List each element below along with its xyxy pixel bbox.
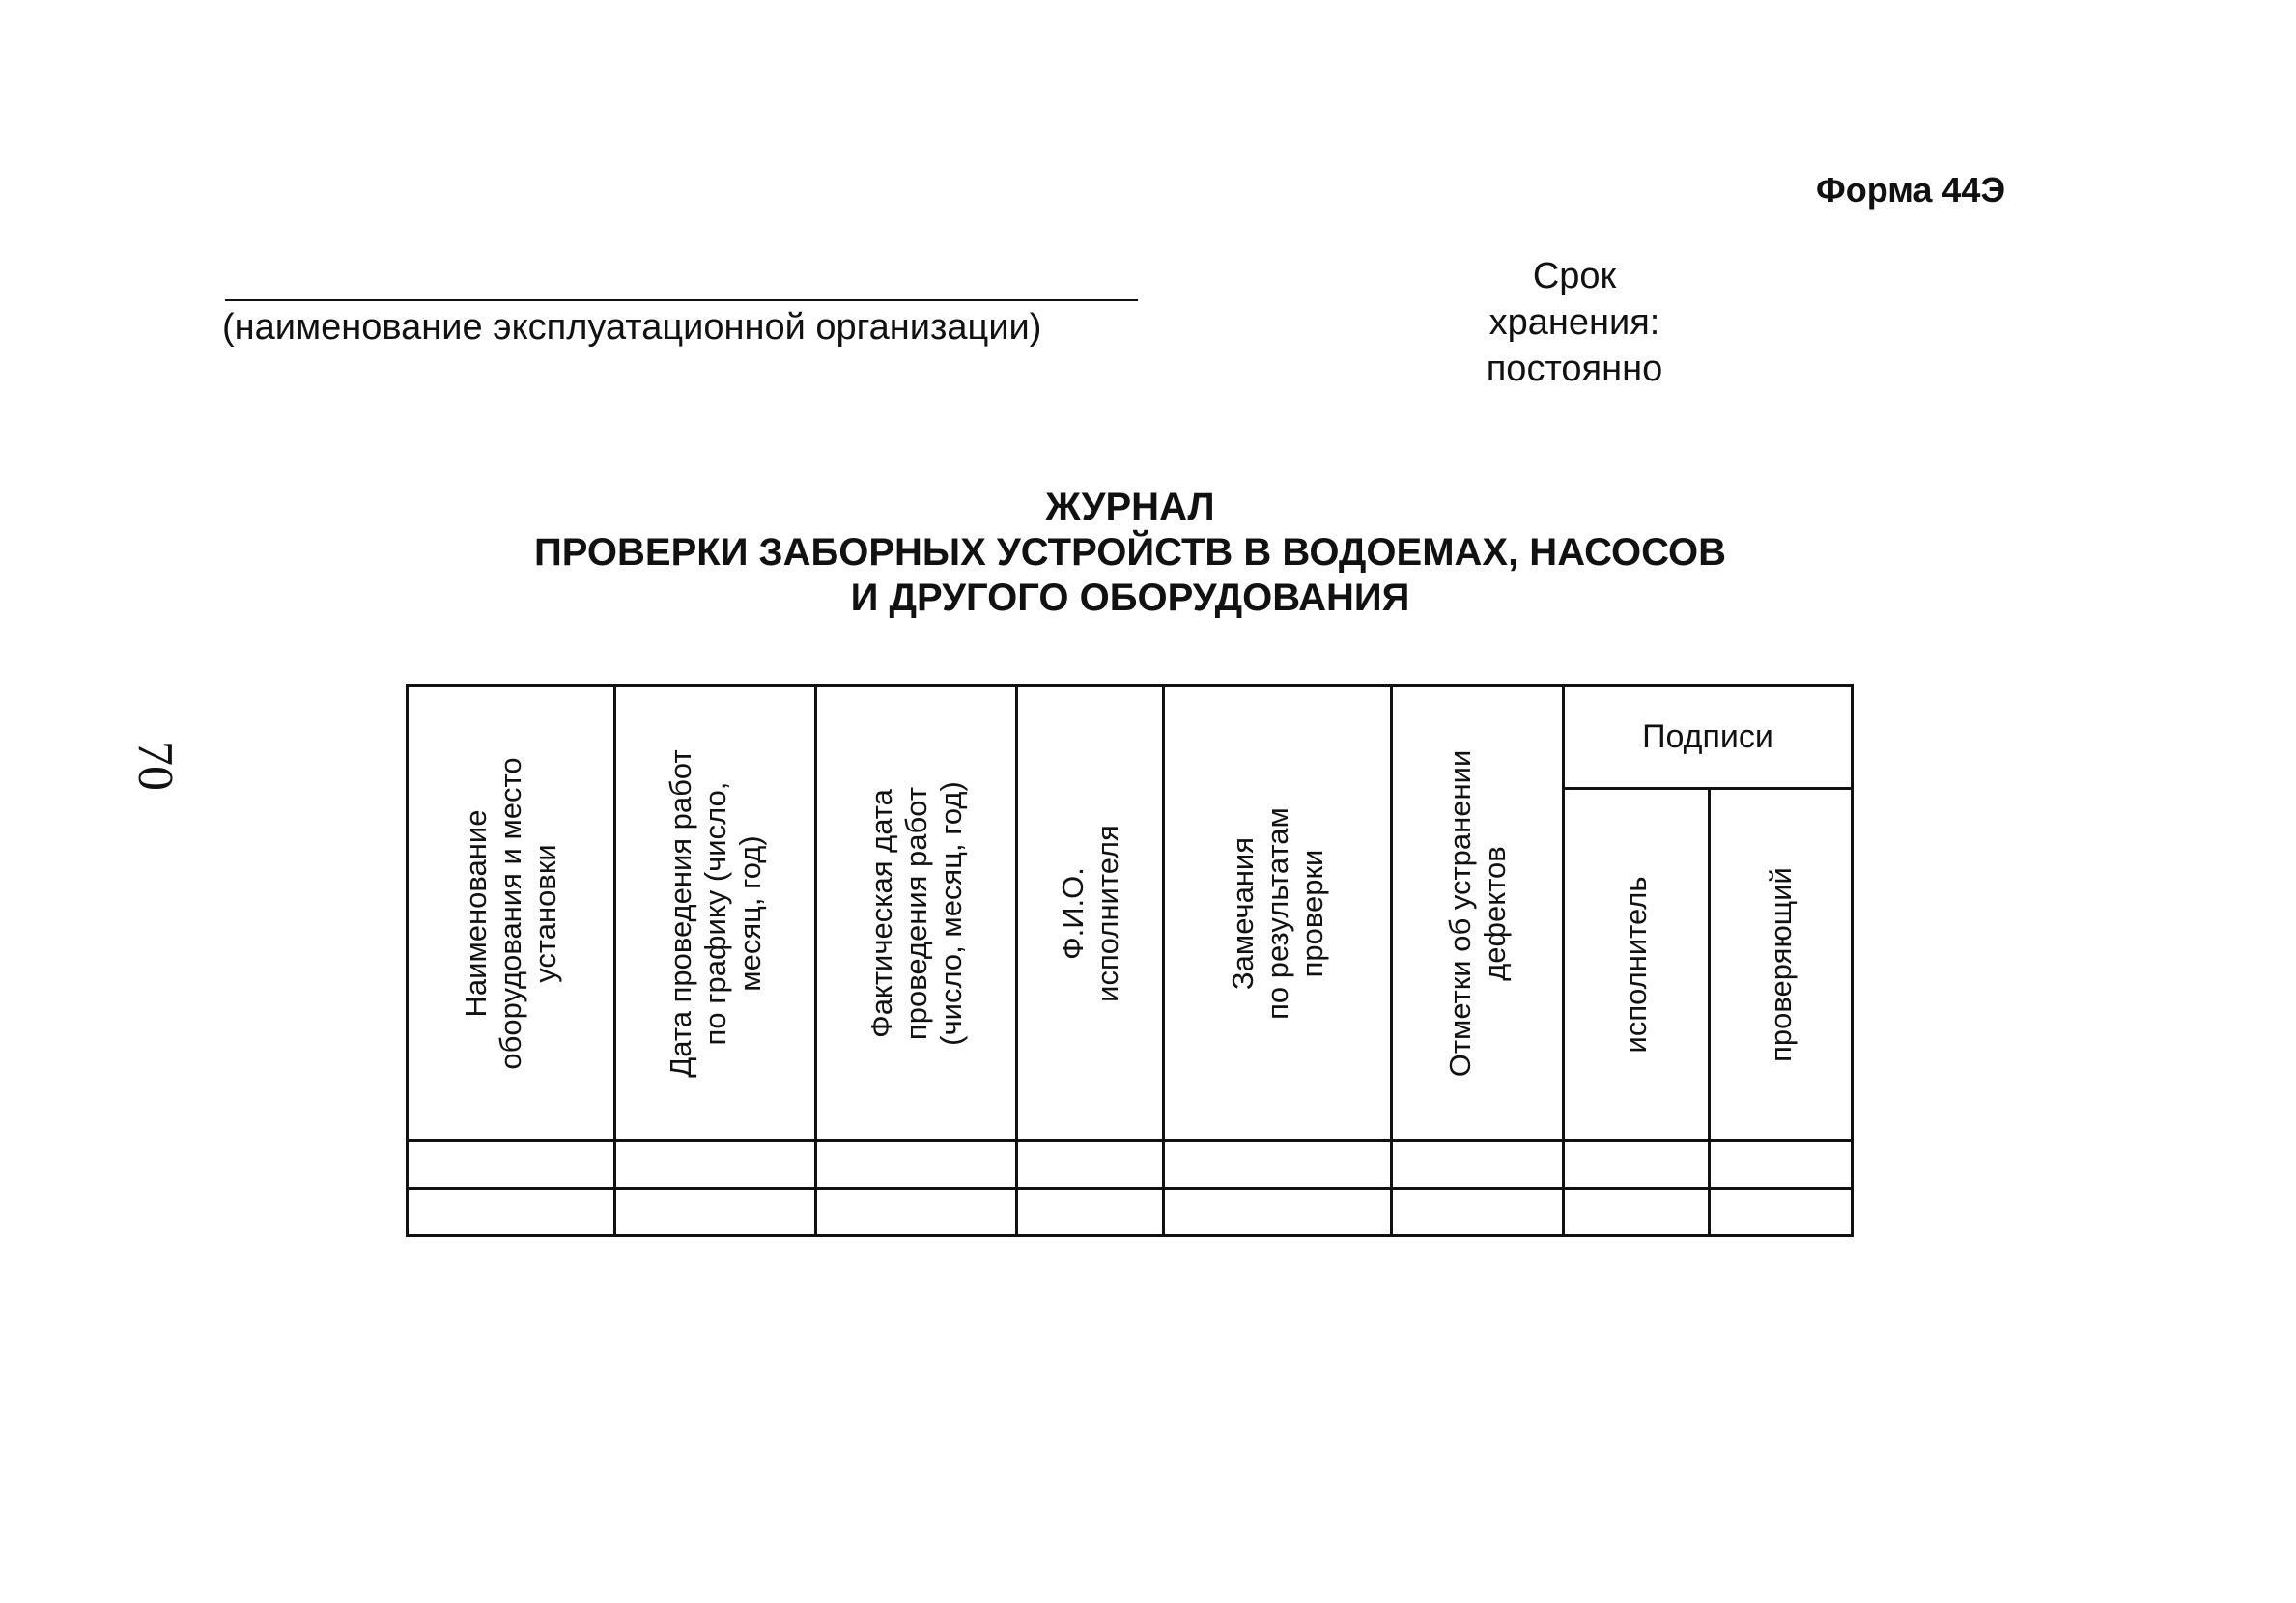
column-header-scheduled-date: Дата проведения работ по графику (число, месяц, год) — [615, 686, 816, 1141]
table-cell[interactable] — [1710, 1189, 1853, 1236]
column-header-executor-name: Ф.И.О. исполнителя — [1017, 686, 1164, 1141]
column-header-remarks: Замечания по результатам проверки — [1164, 686, 1392, 1141]
table-cell[interactable] — [1164, 1141, 1392, 1189]
table-cell[interactable] — [816, 1189, 1017, 1236]
column-header-signature-executor: исполнитель — [1564, 789, 1710, 1141]
table-cell[interactable] — [408, 1189, 615, 1236]
organization-name-line — [225, 299, 1138, 301]
table-cell[interactable] — [408, 1141, 615, 1189]
table-cell[interactable] — [816, 1141, 1017, 1189]
page-number: 70 — [128, 741, 183, 791]
table-row — [408, 1141, 1853, 1189]
table-cell[interactable] — [1392, 1189, 1564, 1236]
table-cell[interactable] — [615, 1189, 816, 1236]
column-header-signature-inspector: проверяющий — [1710, 789, 1853, 1141]
storage-line-3: постоянно — [1486, 349, 1663, 389]
title-line-2: ПРОВЕРКИ ЗАБОРНЫХ УСТРОЙСТВ В ВОДОЕМАХ, НАСОСОВ — [534, 531, 1726, 574]
journal-table — [406, 684, 1854, 1237]
table-cell[interactable] — [1164, 1189, 1392, 1236]
table-cell[interactable] — [1710, 1141, 1853, 1189]
table-cell[interactable] — [1392, 1141, 1564, 1189]
table-cell[interactable] — [1564, 1141, 1710, 1189]
storage-period — [1372, 253, 1777, 392]
column-header-equipment: Наименование оборудования и место установки — [408, 686, 615, 1141]
table-cell[interactable] — [1017, 1141, 1164, 1189]
journal-title — [386, 485, 1874, 621]
table-cell[interactable] — [1017, 1189, 1164, 1236]
organization-caption: (наименование эксплуатационной организации) — [222, 307, 1042, 348]
table-cell[interactable] — [615, 1141, 816, 1189]
column-header-signatures: Подписи — [1564, 686, 1853, 789]
column-header-actual-date: Фактическая дата проведения работ (число, месяц, год) — [816, 686, 1017, 1141]
storage-line-2: хранения: — [1488, 302, 1660, 343]
title-line-1: ЖУРНАЛ — [1045, 486, 1215, 528]
form-number-label: Форма 44Э — [1816, 170, 2006, 210]
title-line-3: И ДРУГОГО ОБОРУДОВАНИЯ — [850, 577, 1410, 619]
table-cell[interactable] — [1564, 1189, 1710, 1236]
table-row — [408, 1189, 1853, 1236]
column-header-defect-notes: Отметки об устранении дефектов — [1392, 686, 1564, 1141]
storage-line-1: Срок — [1532, 256, 1617, 296]
